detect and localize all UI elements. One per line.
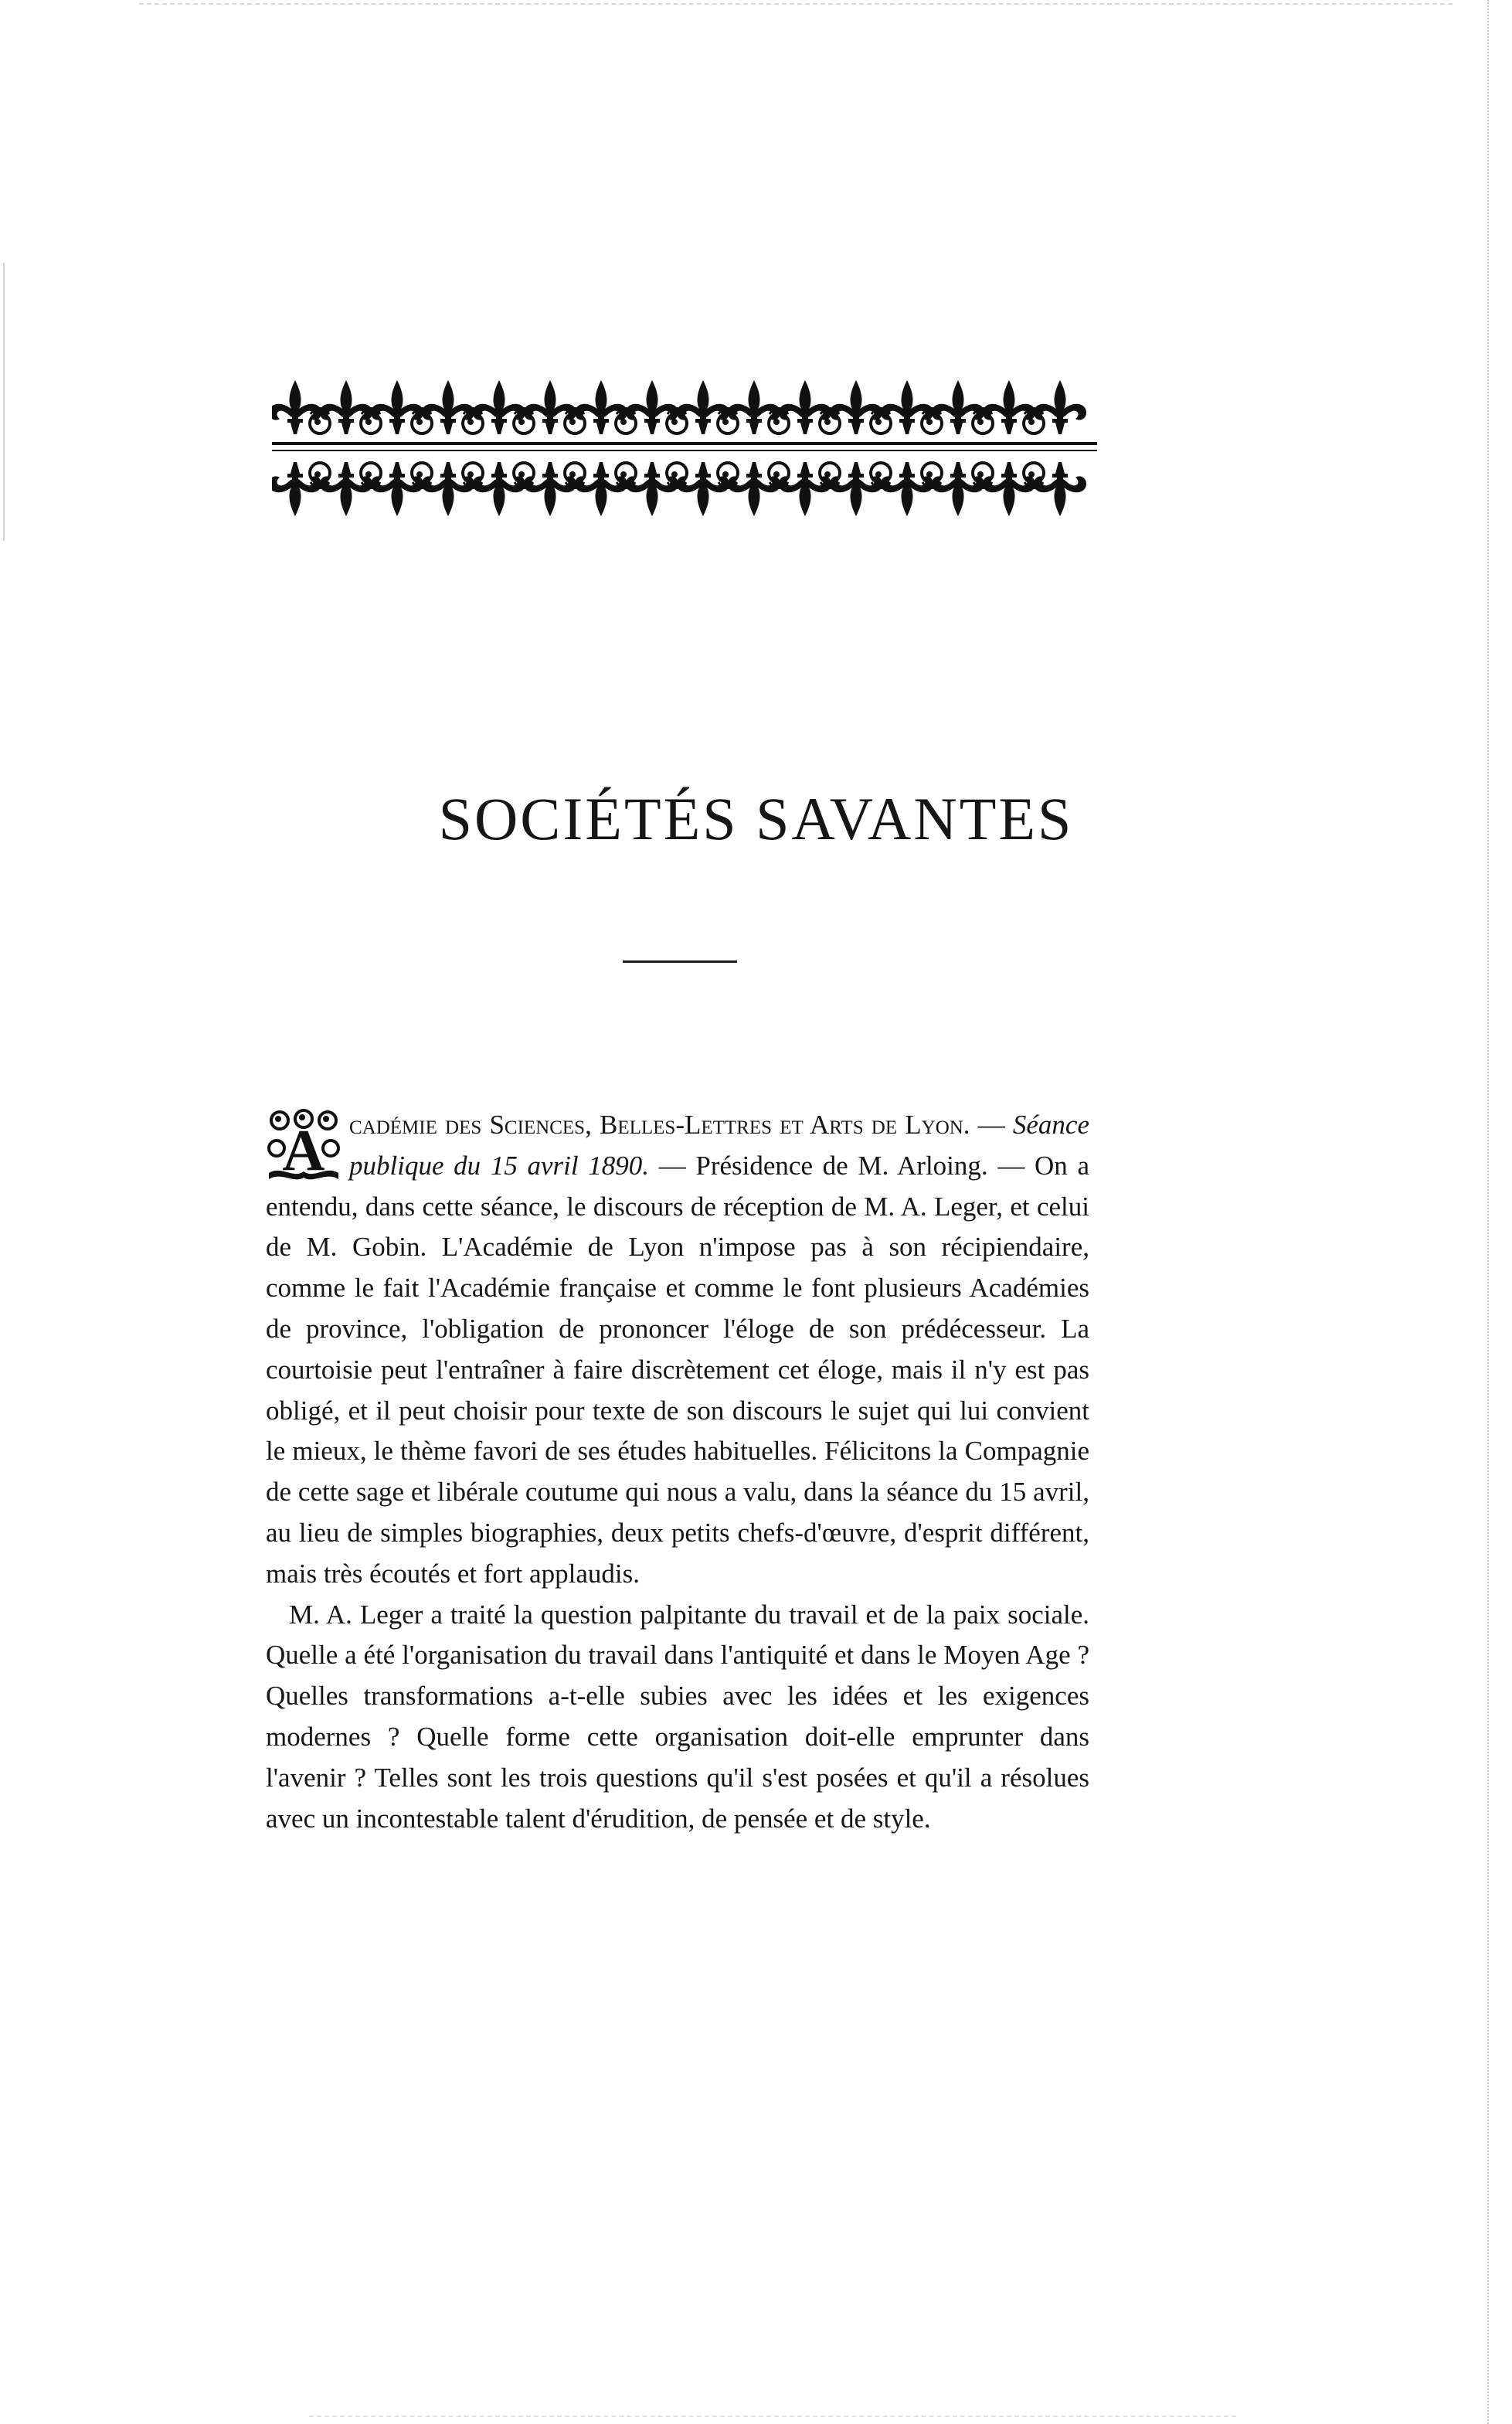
page-title: SOCIÉTÉS SAVANTES [438,785,1074,852]
academy-heading: cadémie des Sciences, Belles-Lettres et Arts de Lyon. — [349,1110,1005,1140]
session-date: Séance publique du 15 avril 1890. [349,1110,1089,1181]
scan-edge-left [3,263,7,541]
dropcap-ornament [266,1108,341,1184]
scan-edge-top [139,3,1453,6]
paragraph-2: M. A. Leger a traité la question palpitante du travail et de la paix sociale. Quelle a été l'organisation du travail dans l'antiquité et dans le Moyen Age ? Quelles transformations a-t-elle subies avec les idées et les exigences modernes ? Quelle forme cette organisation doit-elle emprunter dans l'avenir ? Telles sont les trois questions qu'il s'est posées et qu'il a résolues avec un incontestable talent d'érudition, de pensée et de style. [266,1599,1089,1834]
article-body [266,1105,1089,1839]
paragraph-1 [266,1105,1089,1595]
scan-edge-right [1487,0,1506,2424]
paragraph-1-text: — Présidence de M. Arloing. — On a entendu, dans cette séance, le discours de réception de M. A. Leger, et celui de M. Gobin. L'Académie de Lyon n'impose pas à son récipiendaire, comme le fait l'Académie française et comme le font plusieurs Académies de province, l'obligation de prononcer l'éloge de son prédécesseur. La courtoisie peut l'entraîner à faire discrètement cet éloge, mais il n'y est pas obligé, et il peut choisir pour texte de son discours le sujet qui lui convient le mieux, le thème favori de ses études habituelles. Félicitons la Compagnie de cette sage et libérale coutume qui nous a valu, dans la séance du 15 avril, au lieu de simples biographies, deux petits chefs-d'œuvre, d'esprit différent, mais très écoutés et fort applaudis. [266,1150,1089,1589]
ornamental-header-band [272,371,1097,525]
title-divider [623,960,737,963]
scan-edge-bottom [309,2416,1236,2419]
dropcap-letter: A [282,1118,325,1183]
